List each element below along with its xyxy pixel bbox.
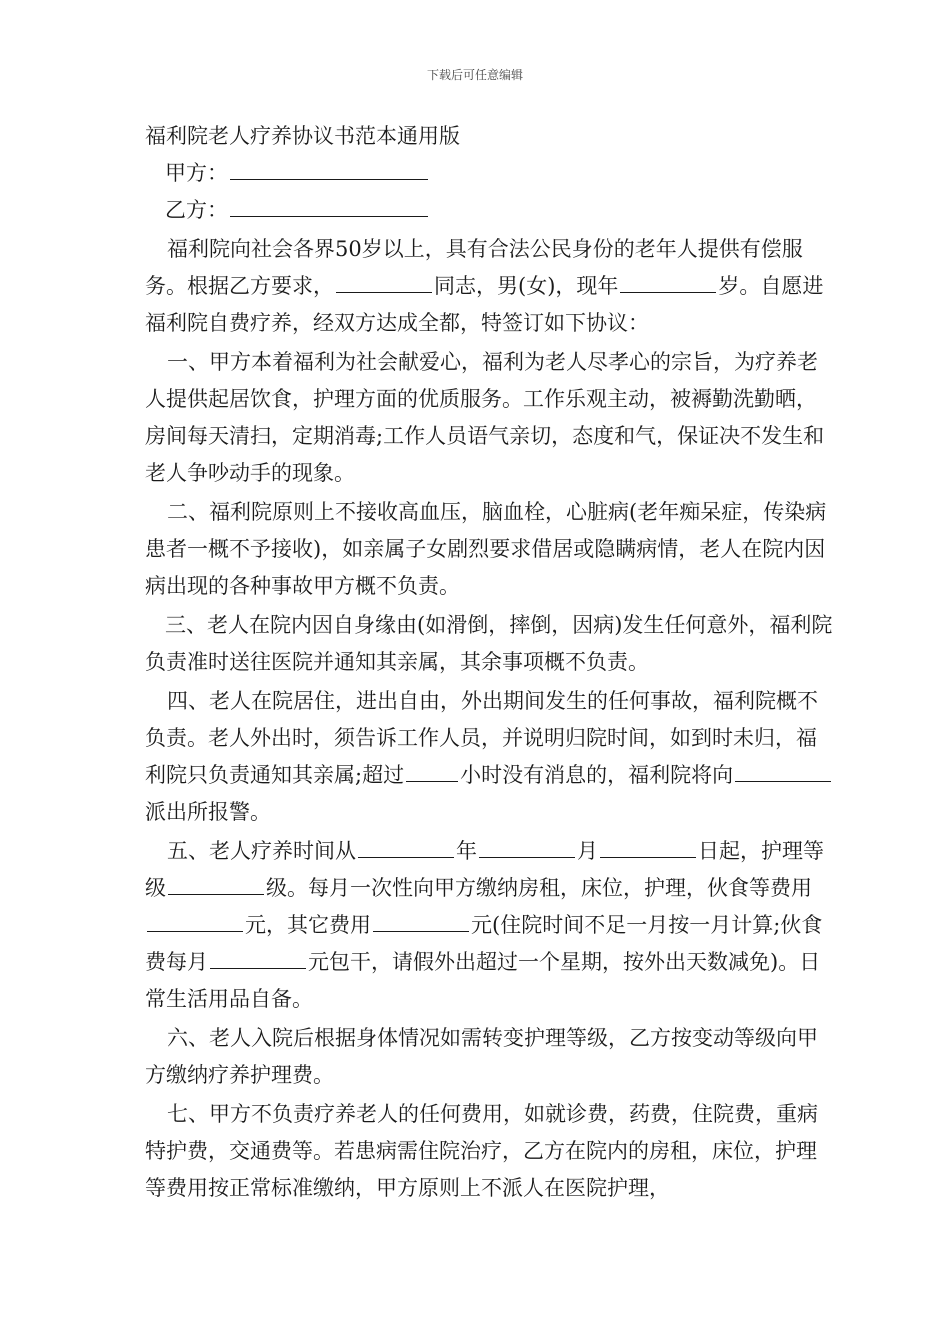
clause-2: 二、福利院原则上不接收高血压，脑血栓，心脏病(老年痴呆症，传染病患者一概不予接收)，如亲属子女剧烈要求借居或隐瞒病情，老人在院内因病出现的各种事故甲方概不负责。 (145, 500, 827, 598)
care-level-blank[interactable] (168, 872, 264, 895)
meal-fee-blank[interactable] (210, 946, 306, 969)
party-b-line (145, 192, 835, 229)
clause-4-text-2: 小时没有消息的，福利院将向 (460, 763, 734, 787)
start-year-blank[interactable] (358, 835, 454, 858)
clause-4 (145, 683, 835, 831)
clause-5-text-6: 元，其它费用 (245, 913, 371, 937)
party-b-label: 乙方： (165, 198, 228, 222)
intro-paragraph (145, 231, 835, 342)
intro-text-3: 岁。自愿进福利院自费疗养，经双方达成全都，特签订如下协议： (145, 274, 824, 335)
age-blank[interactable] (620, 270, 716, 293)
clause-4-text-3: 派出所报警。 (145, 800, 271, 824)
intro-text-1: 福利院向社会各界50岁以上，具有合法公民身份的老年人提供有偿服务。根据乙方要求， (145, 237, 803, 298)
party-a-label: 甲方： (165, 161, 228, 185)
clause-5-text-2: 年 (456, 839, 477, 863)
clause-5-text-8: 元包干，请假外出超过一个星期，按外出天数减免)。日常生活用品自备。 (145, 950, 821, 1011)
document-title: 福利院老人疗养协议书范本通用版 (145, 124, 460, 148)
clause-5-text-4: 日起，护理等级 (145, 839, 824, 900)
clause-7: 七、甲方不负责疗养老人的任何费用，如就诊费，药费，住院费，重病特护费，交通费等。若患病需住院治疗，乙方在院内的房租，床位，护理等费用按正常标准缴纳，甲方原则上不派人在医院护理， (145, 1102, 818, 1200)
party-b-blank[interactable] (230, 194, 428, 217)
other-fee-blank[interactable] (373, 909, 469, 932)
hours-blank[interactable] (406, 759, 458, 782)
clause-6: 六、老人入院后根据身体情况如需转变护理等级，乙方按变动等级向甲方缴纳疗养护理费。 (145, 1026, 818, 1087)
name-blank[interactable] (336, 270, 432, 293)
clause-5-text-3: 月 (577, 839, 598, 863)
clause-5 (145, 833, 835, 1018)
start-day-blank[interactable] (600, 835, 696, 858)
document-body (145, 118, 835, 1207)
clause-4-text-1: 四、老人在院居住，进出自由，外出期间发生的任何事故，福利院概不负责。老人外出时，须告诉工作人员，并说明归院时间，如到时未归，福利院只负责通知其亲属;超过 (145, 689, 818, 787)
page-header: 下载后可任意编辑 (426, 68, 523, 82)
monthly-fee-blank[interactable] (147, 909, 243, 932)
intro-text-2: 同志，男(女)，现年 (434, 274, 619, 298)
clause-3: 三、老人在院内因自身缘由(如滑倒，摔倒，因病)发生任何意外，福利院负责准时送往医院并通知其亲属，其余事项概不负责。 (145, 613, 833, 674)
police-station-blank[interactable] (735, 759, 831, 782)
clause-5-text-5: 级。每月一次性向甲方缴纳房租，床位，护理，伙食等费用 (266, 876, 812, 900)
clause-5-text-7: 元(住院时间不足一月按一月计算;伙食费每月 (145, 913, 823, 974)
party-a-blank[interactable] (230, 157, 428, 180)
party-a-line (145, 155, 835, 192)
start-month-blank[interactable] (479, 835, 575, 858)
clause-5-text-1: 五、老人疗养时间从 (167, 839, 356, 863)
clause-1: 一、甲方本着福利为社会献爱心，福利为老人尽孝心的宗旨，为疗养老人提供起居饮食，护理方面的优质服务。工作乐观主动，被褥勤洗勤晒，房间每天清扫，定期消毒;工作人员语气亲切，态度和气，保证决不发生和老人争吵动手的现象。 (145, 350, 825, 485)
